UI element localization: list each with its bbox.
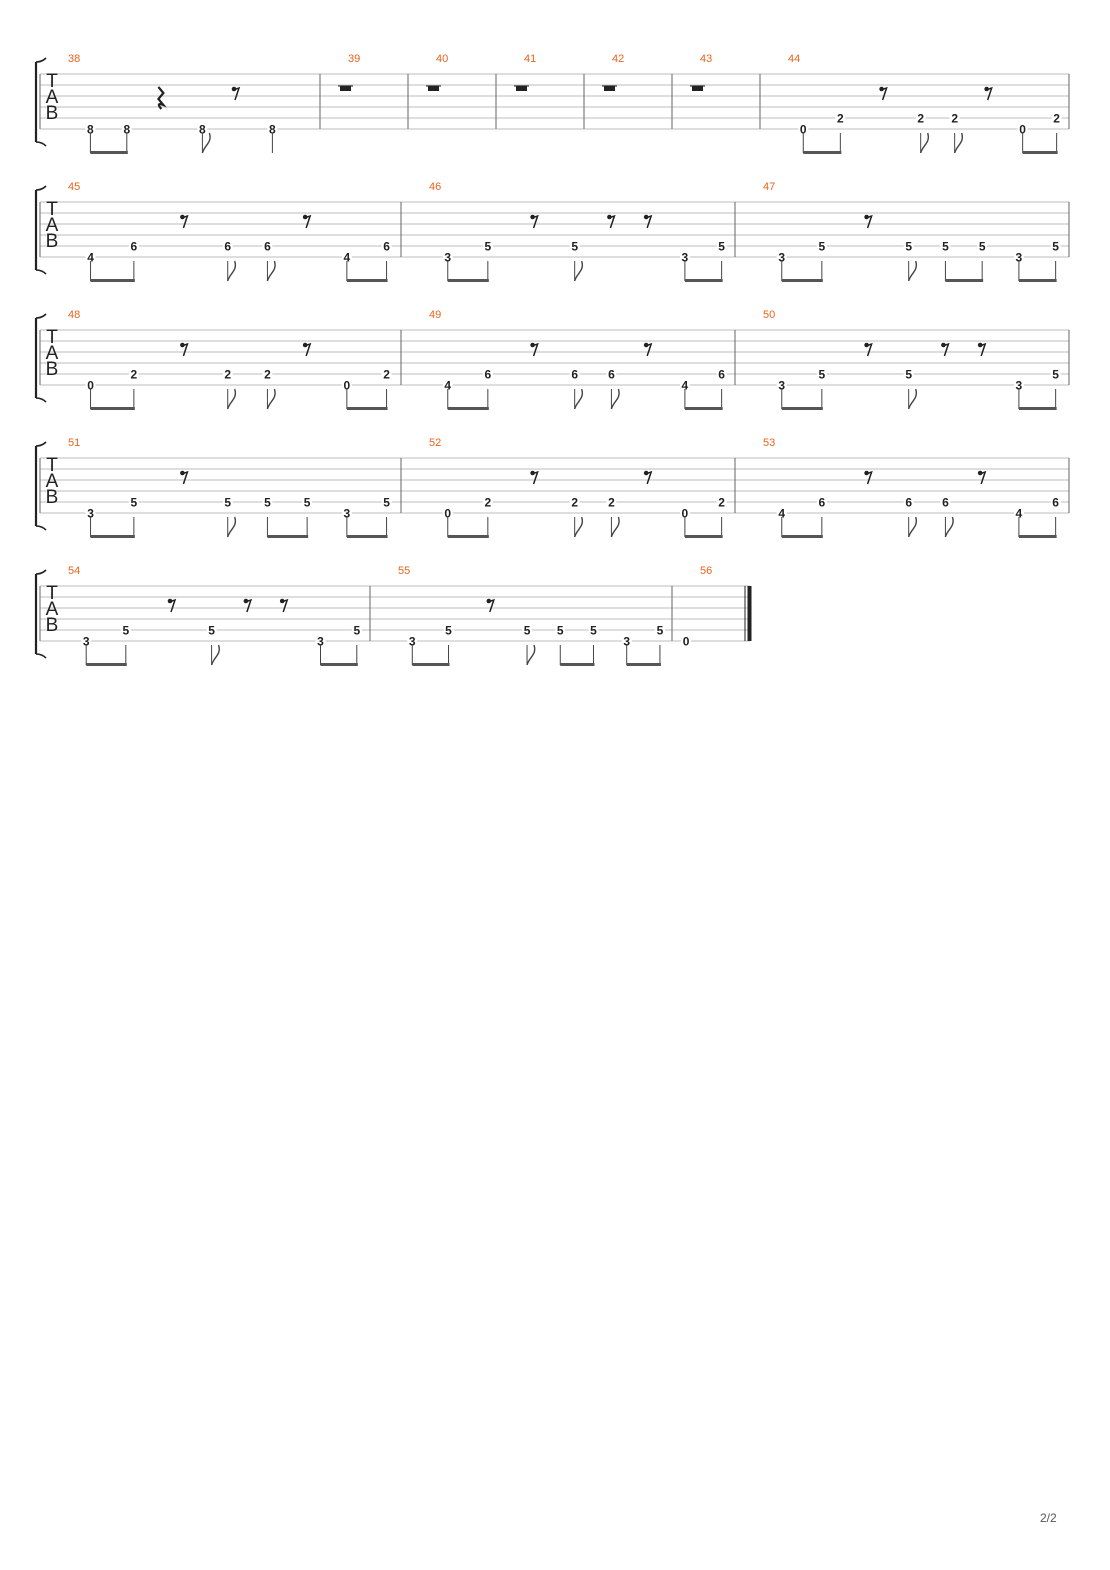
fret-number: 6 [942,495,949,510]
fret-number: 0 [681,506,689,521]
fret-number: 2 [484,495,492,510]
measure [40,309,401,410]
bracket-top-hook [36,58,46,62]
bracket-bottom-hook [36,398,46,402]
fret-number: 3 [87,506,94,521]
fret-number: 5 [445,623,452,638]
staff-system [36,181,1069,282]
tab-clef-letter: B [45,359,59,380]
tab-clef-letter: A [45,599,59,620]
fret-number: 0 [343,378,351,393]
fret-number: 4 [343,250,351,265]
whole-rest [516,86,527,91]
fret-number: 8 [199,122,206,137]
tab-clef-letter: A [45,87,59,108]
beam [685,407,723,410]
measure-number: 53 [763,437,776,449]
bracket-top-hook [36,570,46,574]
fret-number: 3 [444,250,452,265]
measure [398,565,672,666]
fret-number: 6 [484,367,492,382]
whole-rest [604,86,615,91]
fret-number: 6 [1052,495,1059,510]
beam [347,407,388,410]
beam [91,407,135,410]
fret-number: 6 [224,239,232,254]
eighth-flag [527,645,535,665]
beam [347,535,388,538]
bracket-top-hook [36,442,46,446]
fret-number: 3 [343,506,351,521]
bracket-top-hook [36,314,46,318]
eighth-flag [909,261,917,281]
bracket-bottom-hook [36,654,46,658]
fret-number: 5 [383,495,390,510]
beam [90,151,127,154]
beam [685,279,723,282]
eighth-flag [228,517,236,537]
beam [1023,151,1058,154]
fret-number: 5 [353,623,361,638]
beam [86,663,127,666]
eighth-flag [228,389,236,409]
measure-number: 55 [398,565,411,577]
fret-number: 5 [122,623,130,638]
eighth-flag [909,389,917,409]
tab-clef-letter: T [46,71,58,92]
beam [321,663,358,666]
fret-number: 5 [818,239,826,254]
fret-number: 5 [656,623,664,638]
measure-number: 54 [68,565,81,577]
beam [685,535,723,538]
fret-number: 6 [608,367,615,382]
fret-number: 5 [818,367,826,382]
beam [91,279,135,282]
measure-number: 43 [700,53,713,65]
fret-number: 5 [303,495,311,510]
beam [782,279,823,282]
measure [40,565,370,666]
staff-system [36,565,752,666]
fret-number: 3 [1015,378,1023,393]
measure [40,53,320,154]
measure-number: 45 [68,181,81,193]
final-barline-thick [748,586,752,641]
eighth-flag [228,261,236,281]
measure [681,565,751,649]
measure-number: 52 [429,437,442,449]
eighth-flag [909,517,917,537]
fret-number: 8 [123,122,131,137]
fret-number: 2 [608,495,615,510]
measure [429,181,735,282]
fret-number: 5 [1052,239,1059,254]
measure-number: 56 [700,565,713,577]
tab-clef-letter: B [45,231,59,252]
whole-rest [692,86,703,91]
fret-number: 5 [590,623,597,638]
fret-number: 6 [571,367,579,382]
eighth-flag [955,133,963,153]
fret-number: 2 [917,111,925,126]
measure-number: 51 [68,437,81,449]
fret-number: 3 [778,250,786,265]
tab-clef-letter: T [46,199,58,220]
fret-number: 0 [1019,122,1026,137]
fret-number: 5 [978,239,986,254]
bracket-bottom-hook [36,526,46,530]
fret-number: 4 [1015,506,1023,521]
bracket-top-hook [36,186,46,190]
fret-number: 8 [269,122,276,137]
beam [1019,279,1057,282]
fret-number: 2 [130,367,138,382]
measure [763,181,1069,282]
eighth-flag [611,517,619,537]
fret-number: 3 [82,634,90,649]
fret-number: 5 [718,239,725,254]
tab-clef-letter: A [45,215,59,236]
fret-number: 5 [556,623,564,638]
fret-number: 4 [444,378,452,393]
bracket-bottom-hook [36,270,46,274]
fret-number: 5 [905,367,913,382]
beam [803,151,841,154]
fret-number: 5 [942,239,949,254]
beam [1019,407,1057,410]
measure [40,437,401,538]
fret-number: 5 [208,623,215,638]
whole-rest [340,86,351,91]
fret-number: 5 [224,495,232,510]
fret-number: 0 [682,634,690,649]
eighth-flag [267,389,275,409]
measure [788,53,1069,154]
measure-number: 41 [524,53,537,65]
fret-number: 3 [778,378,786,393]
measure-number: 47 [763,181,776,193]
measure [40,181,401,282]
fret-number: 2 [224,367,232,382]
fret-number: 2 [264,367,271,382]
fret-number: 5 [130,495,138,510]
beam [560,663,594,666]
fret-number: 4 [681,378,689,393]
bracket-bottom-hook [36,142,46,146]
tab-clef-letter: B [45,103,59,124]
measure-number: 44 [788,53,801,65]
tab-clef-letter: T [46,455,58,476]
measure-number: 49 [429,309,442,321]
measure [429,437,735,538]
beam [448,535,489,538]
fret-number: 3 [623,634,631,649]
measure [763,309,1069,410]
fret-number: 5 [571,239,579,254]
tab-clef-letter: T [46,583,58,604]
fret-number: 2 [951,111,959,126]
tab-clef-letter: T [46,327,58,348]
eighth-flag [575,261,583,281]
fret-number: 2 [383,367,390,382]
fret-number: 4 [87,250,94,265]
eighth-flag [212,645,220,665]
fret-number: 5 [905,239,913,254]
measure [429,309,735,410]
beam [782,407,823,410]
measure-number: 50 [763,309,776,321]
fret-number: 6 [264,239,271,254]
fret-number: 5 [523,623,531,638]
measure-number: 48 [68,309,81,321]
beam [412,663,449,666]
fret-number: 5 [484,239,492,254]
tab-clef-letter: B [45,487,59,508]
fret-number: 6 [818,495,826,510]
staff-system [36,437,1069,538]
measure [763,437,1069,538]
fret-number: 6 [130,239,138,254]
beam [1019,535,1057,538]
eighth-flag [945,517,953,537]
beam [448,279,489,282]
eighth-flag [575,517,583,537]
tab-clef-letter: A [45,343,59,364]
tab-clef-letter: A [45,471,59,492]
fret-number: 5 [1052,367,1059,382]
fret-number: 0 [799,122,807,137]
eighth-flag [611,389,619,409]
beam [782,535,823,538]
measure-number: 38 [68,53,81,65]
fret-number: 2 [1053,111,1060,126]
measure-number: 40 [436,53,449,65]
fret-number: 6 [905,495,913,510]
quarter-rest [158,87,163,109]
whole-rest [428,86,439,91]
fret-number: 0 [87,378,94,393]
staff-system [36,309,1069,410]
measure-number: 39 [348,53,361,65]
staff-system [36,53,1069,154]
beam [945,279,983,282]
fret-number: 3 [408,634,416,649]
beam [448,407,489,410]
fret-number: 3 [317,634,324,649]
tab-clef-letter: B [45,615,59,636]
fret-number: 8 [87,122,94,137]
beam [267,535,308,538]
fret-number: 5 [264,495,271,510]
eighth-flag [267,261,275,281]
fret-number: 3 [1015,250,1023,265]
fret-number: 4 [778,506,786,521]
page-number: 2/2 [1040,1511,1057,1525]
fret-number: 2 [571,495,579,510]
measure-number: 42 [612,53,625,65]
fret-number: 0 [444,506,452,521]
fret-number: 6 [718,367,725,382]
measure-number: 46 [429,181,442,193]
eighth-flag [575,389,583,409]
beam [91,535,135,538]
beam [627,663,661,666]
eighth-flag [921,133,929,153]
fret-number: 3 [681,250,689,265]
fret-number: 2 [836,111,844,126]
beam [347,279,388,282]
fret-number: 2 [718,495,725,510]
fret-number: 6 [383,239,390,254]
